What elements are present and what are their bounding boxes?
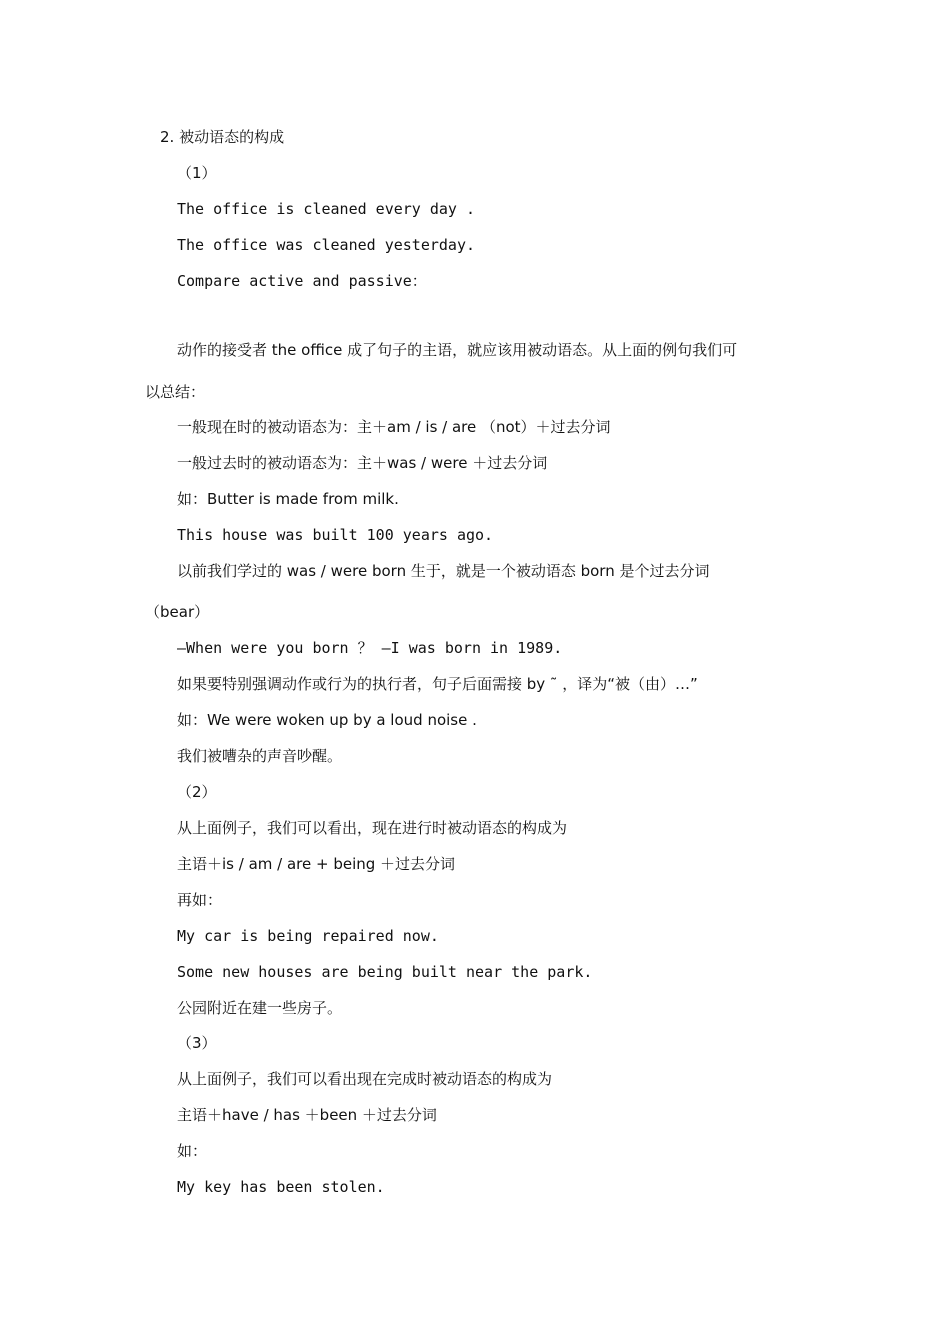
example-sentence: 如：We were woken up by a loud noise . xyxy=(177,711,477,729)
rule-past-passive: 一般过去时的被动语态为：主＋was / were ＋过去分词 xyxy=(177,454,548,472)
translation-line: 我们被嘈杂的声音吵醒。 xyxy=(177,747,343,765)
subsection-marker-2: （2） xyxy=(177,783,217,801)
example-sentence: The office was cleaned yesterday. xyxy=(177,236,476,254)
dialogue-example: —When were you born ？ —I was born in 1989. xyxy=(177,639,563,657)
section-heading: 2. 被动语态的构成 xyxy=(160,128,285,146)
example-sentence: My key has been stolen. xyxy=(177,1178,385,1196)
note-born-continued: （bear） xyxy=(145,603,210,621)
example-sentence: The office is cleaned every day . xyxy=(177,200,476,218)
explanation-paragraph: 动作的接受者 the office 成了句子的主语，就应该用被动语态。从上面的例句我们可 xyxy=(177,341,738,359)
example-sentence: My car is being repaired now. xyxy=(177,927,439,945)
example-sentence: 如：Butter is made from milk. xyxy=(177,490,399,508)
compare-label: Compare active and passive： xyxy=(177,272,427,290)
subsection-marker-1: （1） xyxy=(177,164,217,182)
example-sentence: Some new houses are being built near the park. xyxy=(177,963,593,981)
rule-present-perfect-passive: 主语＋have / has ＋been ＋过去分词 xyxy=(177,1106,437,1124)
rule-present-passive: 一般现在时的被动语态为：主＋am / is / are （not）＋过去分词 xyxy=(177,418,611,436)
rule-present-continuous-passive: 主语＋is / am / are + being ＋过去分词 xyxy=(177,855,456,873)
example-sentence: This house was built 100 years ago. xyxy=(177,526,494,544)
explanation-paragraph-continued: 以总结： xyxy=(145,383,206,401)
subsection-marker-3: （3） xyxy=(177,1034,217,1052)
rule-intro: 从上面例子，我们可以看出，现在进行时被动语态的构成为 xyxy=(177,819,568,837)
note-by-agent: 如果要特别强调动作或行为的执行者，句子后面需接 by ˜ ，译为“被（由）…” xyxy=(177,675,698,693)
translation-line: 公园附近在建一些房子。 xyxy=(177,999,343,1017)
rule-intro: 从上面例子，我们可以看出现在完成时被动语态的构成为 xyxy=(177,1070,553,1088)
note-born: 以前我们学过的 was / were born 生于，就是一个被动语态 born 是个过去分词 xyxy=(177,562,710,580)
example-label: 如： xyxy=(177,1142,208,1160)
example-label: 再如： xyxy=(177,891,223,909)
